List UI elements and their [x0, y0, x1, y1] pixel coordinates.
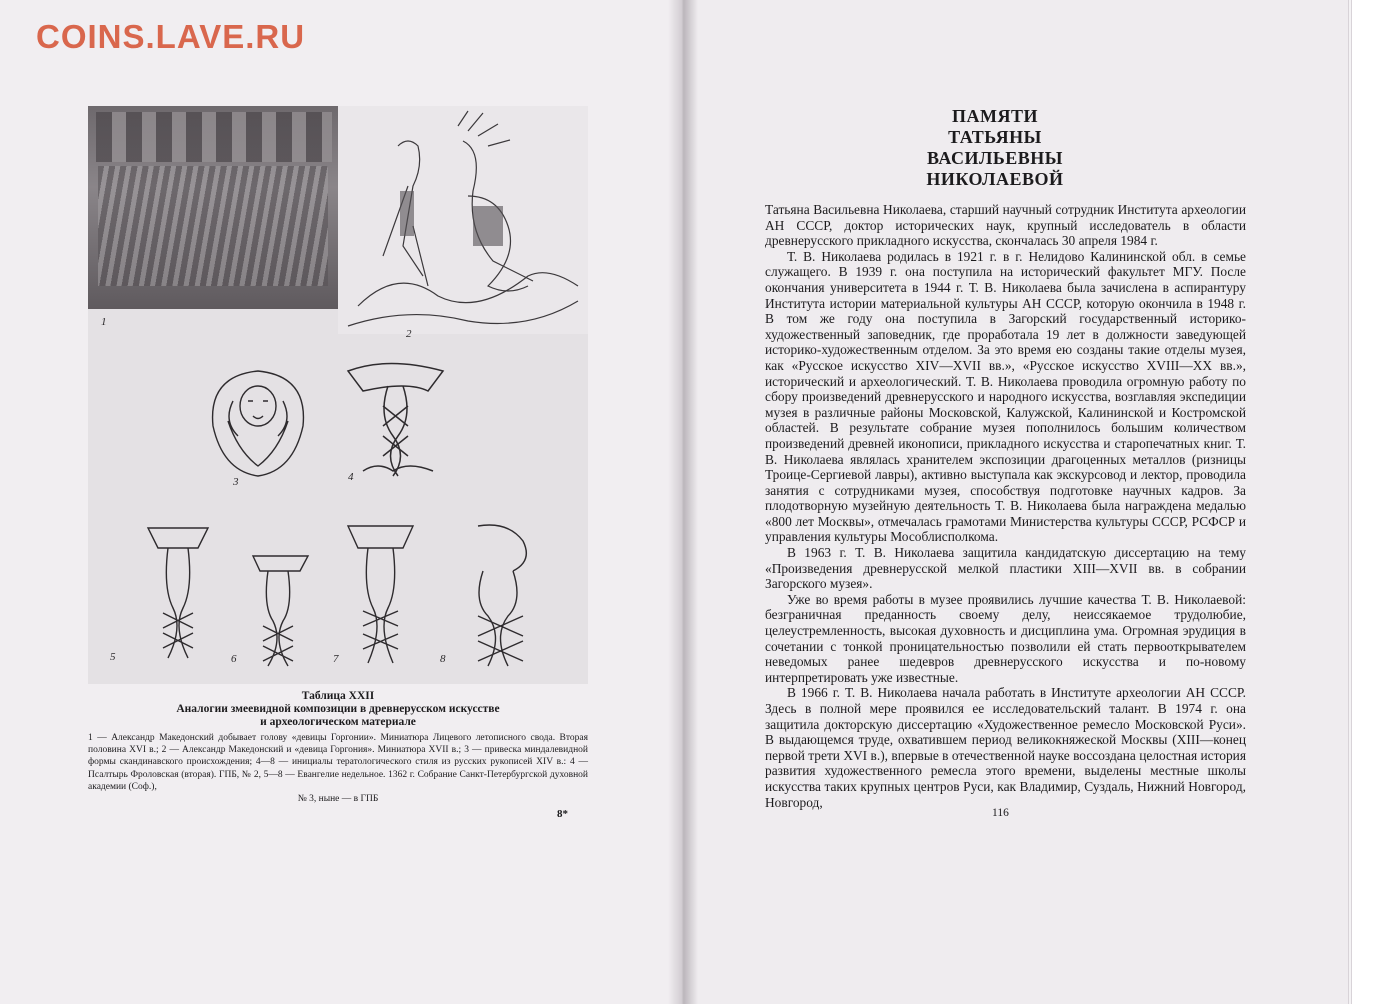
figure-label: 3: [233, 476, 239, 488]
paragraph: В 1966 г. Т. В. Николаева начала работать в Институте археологии АН СССР. Здесь в полной мере проявился ее исследовательский талант. В 1974 г. она защитила докторскую диссертацию «Художественное ремесло Московской Руси». В выдающемся труде, охватившем период великокняжеской Москвы (XIII—конец первой трети XVI в.), впервые в отечественной науке воссоздана целостная история развития художественного ремесла этого времени, выделены местные школы искусства таких крупных центров Руси, как Владимир, Суздаль, Нижний Новгород, Новгород,: [765, 685, 1246, 810]
figure-label: 6: [231, 653, 237, 665]
initial-drawing-8: [453, 516, 553, 671]
caption-subtitle: и археологическом материале: [260, 716, 416, 728]
caption-title: Таблица XXII: [301, 690, 375, 702]
scan-margin: [1352, 0, 1399, 1004]
title-line: ПАМЯТИ: [952, 106, 1038, 126]
figure-label: 8: [440, 653, 446, 665]
initial-drawing-6: [243, 546, 323, 671]
miniature-illustration-1: [88, 106, 338, 309]
initial-drawing-5: [138, 518, 228, 668]
figure-label: 7: [333, 653, 339, 665]
caption-body: 1 — Александр Македонский добывает голову «девицы Горгонии». Миниатюра Лицевого летописного свода. Вторая половина XVI в.; 2 — Александр Македонский и «девица Горгония». Миниатюра XVII в.; 3 — привеска миндалевидной формы скандинавского происхождения; 4—8 — инициалы тератологического стиля из русских рукописей XIV в.: 4 — Псалтырь Фроловская (вторая). ГПБ, № 2, 5—8 — Евангелие недельное. 1362 г. Собрание Санкт-Петербургской духовной академии (Соф.),: [88, 733, 588, 792]
illustration-plate: [88, 106, 588, 684]
miniature-drawing-2: [338, 106, 588, 334]
book-gutter: [668, 0, 698, 1004]
article-title: [880, 106, 1110, 190]
paragraph: Уже во время работы в музее проявились лучшие качества Т. В. Николаевой: безграничная преданность своему делу, неиссякаемое трудолюбие, целеустремленность, высокая духовность и дисциплина ума. Огромная эрудиция в сочетании с тонкой проницательностью позволили ей стать первооткрывателем неведомых ранее шедевров древнерусского искусства и по-новому интерпретировать уже известные.: [765, 591, 1246, 685]
caption-last-line: № 3, ныне — в ГПБ: [297, 794, 379, 805]
page-number-right: 116: [992, 807, 1009, 819]
figure-label: 5: [110, 651, 116, 663]
watermark: COINS.LAVE.RU: [36, 18, 306, 55]
article-body: [765, 202, 1246, 810]
title-line: ТАТЬЯНЫ ВАСИЛЬЕВНЫ: [927, 127, 1063, 168]
pendant-drawing-3: [198, 361, 318, 481]
initial-drawing-4: [343, 351, 453, 481]
caption-text: [88, 732, 588, 805]
figure-label: 1: [101, 316, 107, 328]
paragraph: Т. В. Николаева родилась в 1921 г. в г. Нелидово Калининской обл. в семье служащего. В 1939 г. она поступила на исторический факультет МГУ. После окончания университета в 1944 г. Т. В. Николаева была зачислена в аспирантуру Института истории материальной культуры АН СССР, которую окончила в 1948 г. В том же году она поступила в Загорский государственный историко-художественный заповедник, где проработала 19 лет в должности заведующей историко-художественным отделом. За это время ею созданы такие отделы музея, как «Русское искусство XIV—XVII вв.», «Русское искусство XVIII—XX вв.», исторический и археологический. Т. В. Николаева проводила огромную работу по сбору произведений древнерусского и народного искусства, возглавляя экспедиции музея в различные районы Московской, Калужской, Калининской и Костромской областей. В результате собрание музея пополнилось большим количеством произведений древней иконописи, прикладного искусства и старопечатных книг. Т. В. Николаева являлась хранителем экспозиции драгоценных металлов (ризницы Троице-Сергиевой лавры), активно выступала как экскурсовод и лектор, проводила занятия с сотрудниками музея, способствуя подготовке научных кадров. За плодотворную музейную деятельность Т. В. Николаева была награждена медалью «800 лет Москвы», отмечалась грамотами Министерства культуры СССР, РСФСР и управления культуры Мособлисполкома.: [765, 248, 1246, 545]
figure-label: 2: [406, 328, 412, 340]
plate-caption: [88, 690, 588, 805]
paragraph: Татьяна Васильевна Николаева, старший научный сотрудник Института археологии АН СССР, доктор исторических наук, крупный исследователь в области древнерусского прикладного искусства, скончалась 30 апреля 1984 г.: [765, 202, 1246, 249]
caption-subtitle: Аналогии змеевидной композиции в древнерусском искусстве: [176, 703, 500, 715]
page-number-left: 8*: [557, 808, 568, 820]
paragraph: В 1963 г. Т. В. Николаева защитила кандидатскую диссертацию на тему «Произведения древнерусской мелкой пластики XIII—XVII вв. в собрании Загорского музея».: [765, 545, 1246, 592]
title-line: НИКОЛАЕВОЙ: [926, 169, 1064, 189]
figure-label: 4: [348, 471, 354, 483]
initial-drawing-7: [338, 516, 433, 671]
